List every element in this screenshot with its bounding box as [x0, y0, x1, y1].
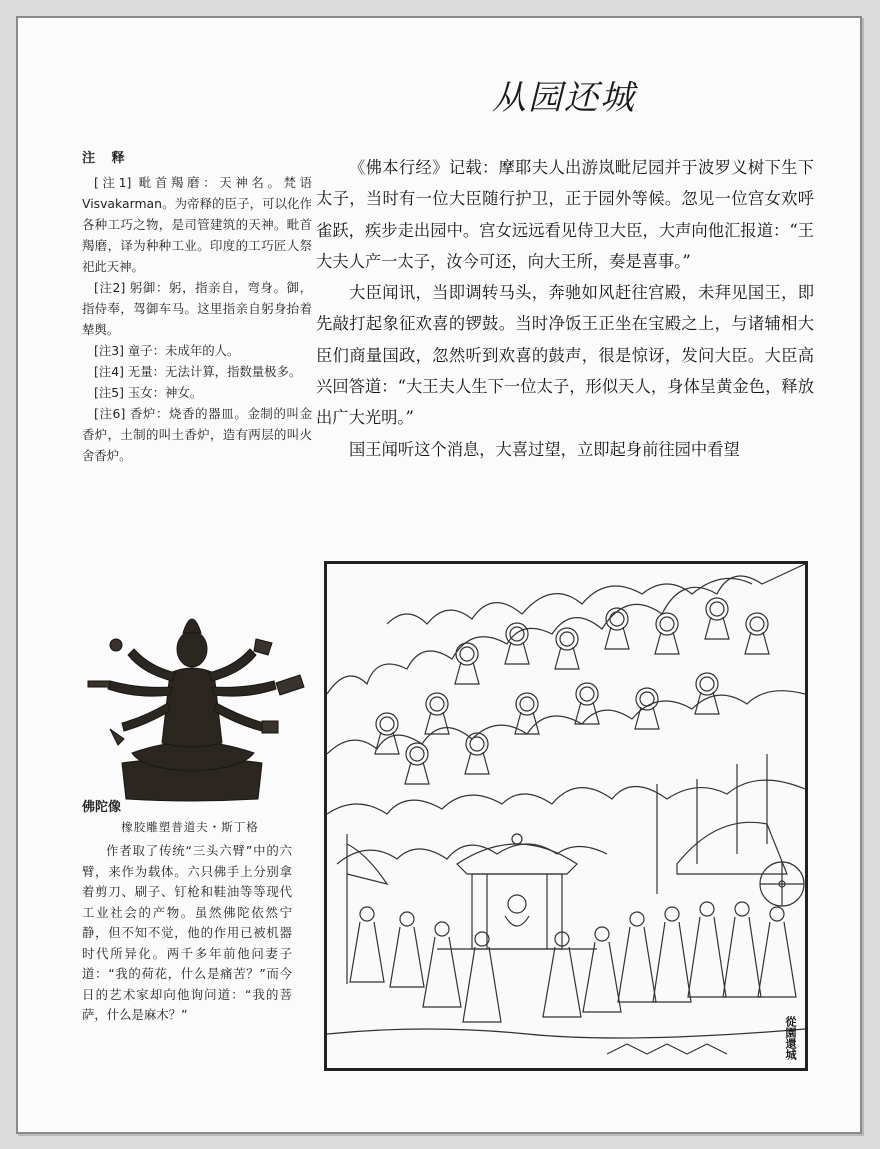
procession-illustration [324, 561, 808, 1071]
main-paragraph: 大臣闻讯，当即调转马头，奔驰如风赶往宫殿，未拜见国王，即先敲打起象征欢喜的锣鼓。当时净饭王正坐在宝殿之上，与诸辅相大臣们商量国政，忽然听到欢喜的鼓声，很是惊讶，发问大臣。大臣高兴回答道：“大王夫人生下一位太子，形似天人，身体呈黄金色，释放出广大光明。” [316, 283, 814, 428]
note-item: [注2] 躬御：躬，指亲自，弯身。御，指侍奉，驾御车马。这里指亲自躬身抬着辇舆。 [82, 280, 312, 337]
note-item: [注3] 童子：未成年的人。 [94, 343, 240, 358]
note-item: [注4] 无量：无法计算，指数量极多。 [94, 364, 302, 379]
main-paragraph: 《佛本行经》记载：摩耶夫人出游岚毗尼园并于波罗义树下生下太子，当时有一位大臣随行护卫，正于园外等候。忽见一位宫女欢呼雀跃，疾步走出园中。宫女远远看见侍卫大臣，大声向他汇报道：“王大夫人产一太子，汝今可还，向大王所，奏是喜事。” [316, 158, 814, 271]
buddha-sculpture-photo [72, 603, 312, 803]
notes-heading: 注 释 [82, 151, 131, 166]
illustration-artwork [327, 564, 805, 1068]
note-item: [注5] 玉女：神女。 [94, 385, 203, 400]
note-item: [注1] 毗首羯磨：天神名。梵语 Visvakarman。为帝释的臣子，可以化作各种工巧之物，是司管建筑的天神。毗首羯磨，译为种种工业。印度的工巧匠人祭祀此天神。 [82, 175, 312, 274]
photo-description: 作者取了传统“三头六臂”中的六臂，来作为载体。六只佛手上分别拿着剪刀、刷子、钉枪和鞋油等等现代工业社会的产物。虽然佛陀依然宁静，但不知不觉，他的作用已被机器时代所异化。两千多年前他问妻子道：“我的荷花，什么是痛苦？”而今日的艺术家却向他询问道：“我的菩萨，什么是麻木？” [82, 843, 292, 1022]
photo-title: 佛陀像 [82, 800, 122, 815]
photo-subtitle: 橡胶雕塑普道夫・斯丁格 [121, 820, 259, 834]
main-text [316, 152, 814, 465]
book-page [16, 16, 862, 1134]
page-title: 从园还城 [492, 78, 636, 118]
main-paragraph: 国王闻听这个消息，大喜过望，立即起身前往园中看望 [349, 439, 740, 459]
illustration-caption: 從園還城 [784, 1016, 797, 1060]
photo-caption [82, 796, 312, 1026]
notes-column [82, 148, 312, 466]
note-item: [注6] 香炉：烧香的器皿。金制的叫金香炉，土制的叫土香炉，造有两层的叫火舍香炉。 [82, 406, 312, 463]
